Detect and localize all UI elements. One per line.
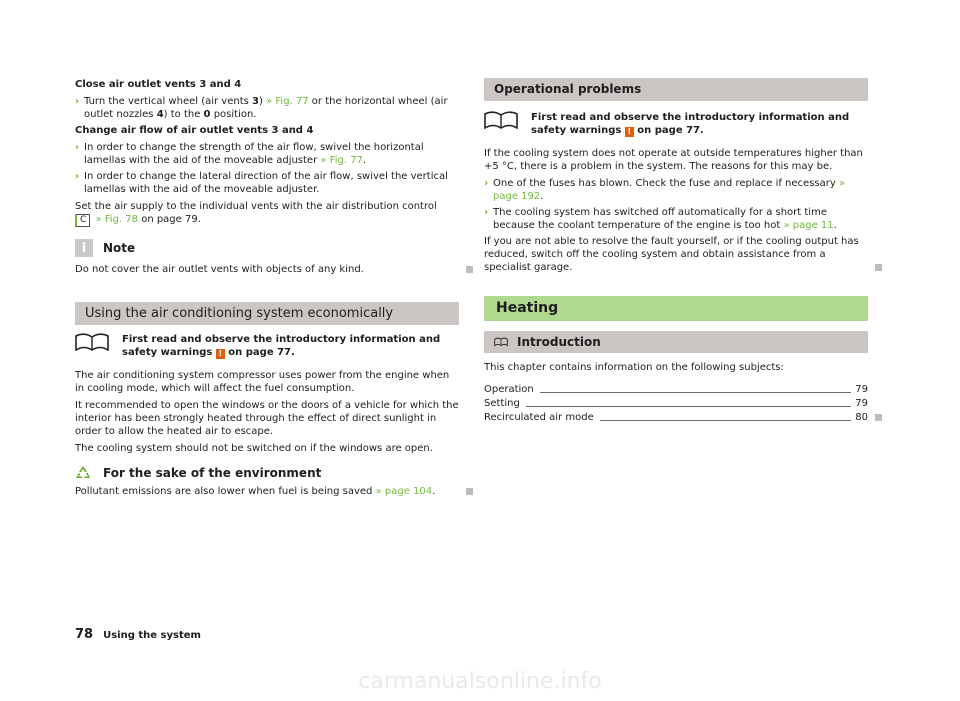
- introduction-header: [484, 331, 868, 353]
- fig-78-link[interactable]: » Fig. 78: [95, 214, 139, 225]
- chevron-right-icon: ›: [75, 171, 80, 182]
- heating-chapter-title: Heating: [484, 296, 868, 321]
- close-vents-step: › Turn the vertical wheel (air vents 3) » Fig. 77 or the horizontal wheel (air outlet nozzles 4) to the 0 position.: [75, 96, 448, 120]
- introduction-title: Introduction: [517, 335, 601, 349]
- page-number: 78: [75, 627, 94, 642]
- paragraph-compressor: The air conditioning system compressor uses power from the engine when in cooling mode, which will affect the fuel consumption.: [75, 370, 450, 394]
- left-column: [75, 78, 459, 502]
- operational-problems-title: Operational problems: [484, 78, 868, 101]
- toc-leader: [526, 406, 851, 407]
- safety-notice: First read and observe the introductory information and safety warnings ! on page 77.: [75, 333, 459, 359]
- page-footer: [75, 628, 201, 642]
- change-flow-step-2: › In order to change the lateral direction of the air flow, swivel the vertical lamellas with the aid of the moveable adjuster.: [75, 171, 448, 195]
- page-192-link[interactable]: » page 192: [493, 178, 846, 202]
- info-icon: i: [75, 239, 93, 257]
- toc-entry[interactable]: [484, 396, 868, 410]
- recycle-icon: [75, 465, 91, 481]
- fault-resolution-text: If you are not able to resolve the fault yourself, or if the cooling output has reduced, switch off the cooling system and obtain assistance from a specialist garage.: [484, 235, 868, 274]
- chevron-right-icon: ›: [484, 178, 489, 189]
- toc-label: Operation: [484, 384, 534, 395]
- close-vents-heading: Close air outlet vents 3 and 4: [75, 79, 242, 90]
- warning-icon: !: [625, 127, 634, 137]
- toc-entry[interactable]: [484, 410, 868, 424]
- paragraph-ventilate: It recommended to open the windows or the doors of a vehicle for which the interior has been strongly heated through the effect of direct sunlight in order to allow the heated air to escape.: [75, 400, 459, 437]
- toc-page: 79: [855, 398, 868, 409]
- page-104-link[interactable]: » page 104: [375, 486, 433, 497]
- note-header: [75, 239, 459, 257]
- section-end-marker: [875, 264, 882, 271]
- toc-list: [484, 382, 868, 424]
- note-title: Note: [103, 240, 136, 255]
- fig-77-link[interactable]: » Fig. 77: [320, 155, 363, 166]
- safety-notice: First read and observe the introductory information and safety warnings ! on page 77.: [484, 111, 868, 137]
- note-text: Do not cover the air outlet vents with objects of any kind.: [75, 263, 459, 276]
- introduction-text: This chapter contains information on the following subjects:: [484, 362, 784, 373]
- chapter-title: Using the system: [103, 630, 201, 641]
- cause-coolant: › The cooling system has switched off automatically for a short time because the coolant temperature of the engine is too hot » page 11.: [484, 207, 837, 231]
- paragraph-windows: The cooling system should not be switched on if the windows are open.: [75, 443, 433, 454]
- book-small-icon: [494, 337, 508, 347]
- environment-header: [75, 465, 459, 481]
- cause-fuse: › One of the fuses has blown. Check the fuse and replace if necessary » page 192.: [484, 178, 846, 202]
- fig-77-link[interactable]: » Fig. 77: [266, 96, 309, 107]
- section-end-marker: [466, 266, 473, 273]
- toc-leader: [540, 392, 852, 393]
- toc-label: Recirculated air mode: [484, 412, 594, 423]
- change-flow-heading: Change air flow of air outlet vents 3 and 4: [75, 125, 314, 136]
- cooling-problem-text: If the cooling system does not operate at outside temperatures higher than +5 °C, there is a problem in the system. The reasons for this may be.: [484, 148, 863, 172]
- page-11-link[interactable]: » page 11: [783, 220, 834, 231]
- section-end-marker: [875, 414, 882, 421]
- distribution-control-key: C: [75, 214, 90, 227]
- toc-page: 79: [855, 384, 868, 395]
- set-air-supply-text: Set the air supply to the individual vents with the air distribution control C » Fig. 78 on page 79.: [75, 201, 437, 225]
- watermark: carmanualsonline.info: [358, 669, 602, 694]
- toc-leader: [600, 420, 852, 421]
- change-flow-step-1: › In order to change the strength of the air flow, swivel the horizontal lamellas with the aid of the moveable adjuster » Fig. 77.: [75, 142, 424, 166]
- economy-section-title: Using the air conditioning system economically: [75, 302, 459, 325]
- right-column: [484, 78, 868, 424]
- warning-icon: !: [216, 349, 225, 359]
- chevron-right-icon: ›: [75, 142, 80, 153]
- book-icon: [484, 111, 518, 129]
- toc-label: Setting: [484, 398, 520, 409]
- chevron-right-icon: ›: [75, 96, 80, 107]
- section-end-marker: [466, 488, 473, 495]
- environment-text: Pollutant emissions are also lower when fuel is being saved » page 104.: [75, 485, 459, 498]
- chevron-right-icon: ›: [484, 207, 489, 218]
- toc-entry[interactable]: [484, 382, 868, 396]
- toc-page: 80: [855, 412, 868, 423]
- environment-title: For the sake of the environment: [103, 465, 322, 480]
- book-icon: [75, 333, 109, 351]
